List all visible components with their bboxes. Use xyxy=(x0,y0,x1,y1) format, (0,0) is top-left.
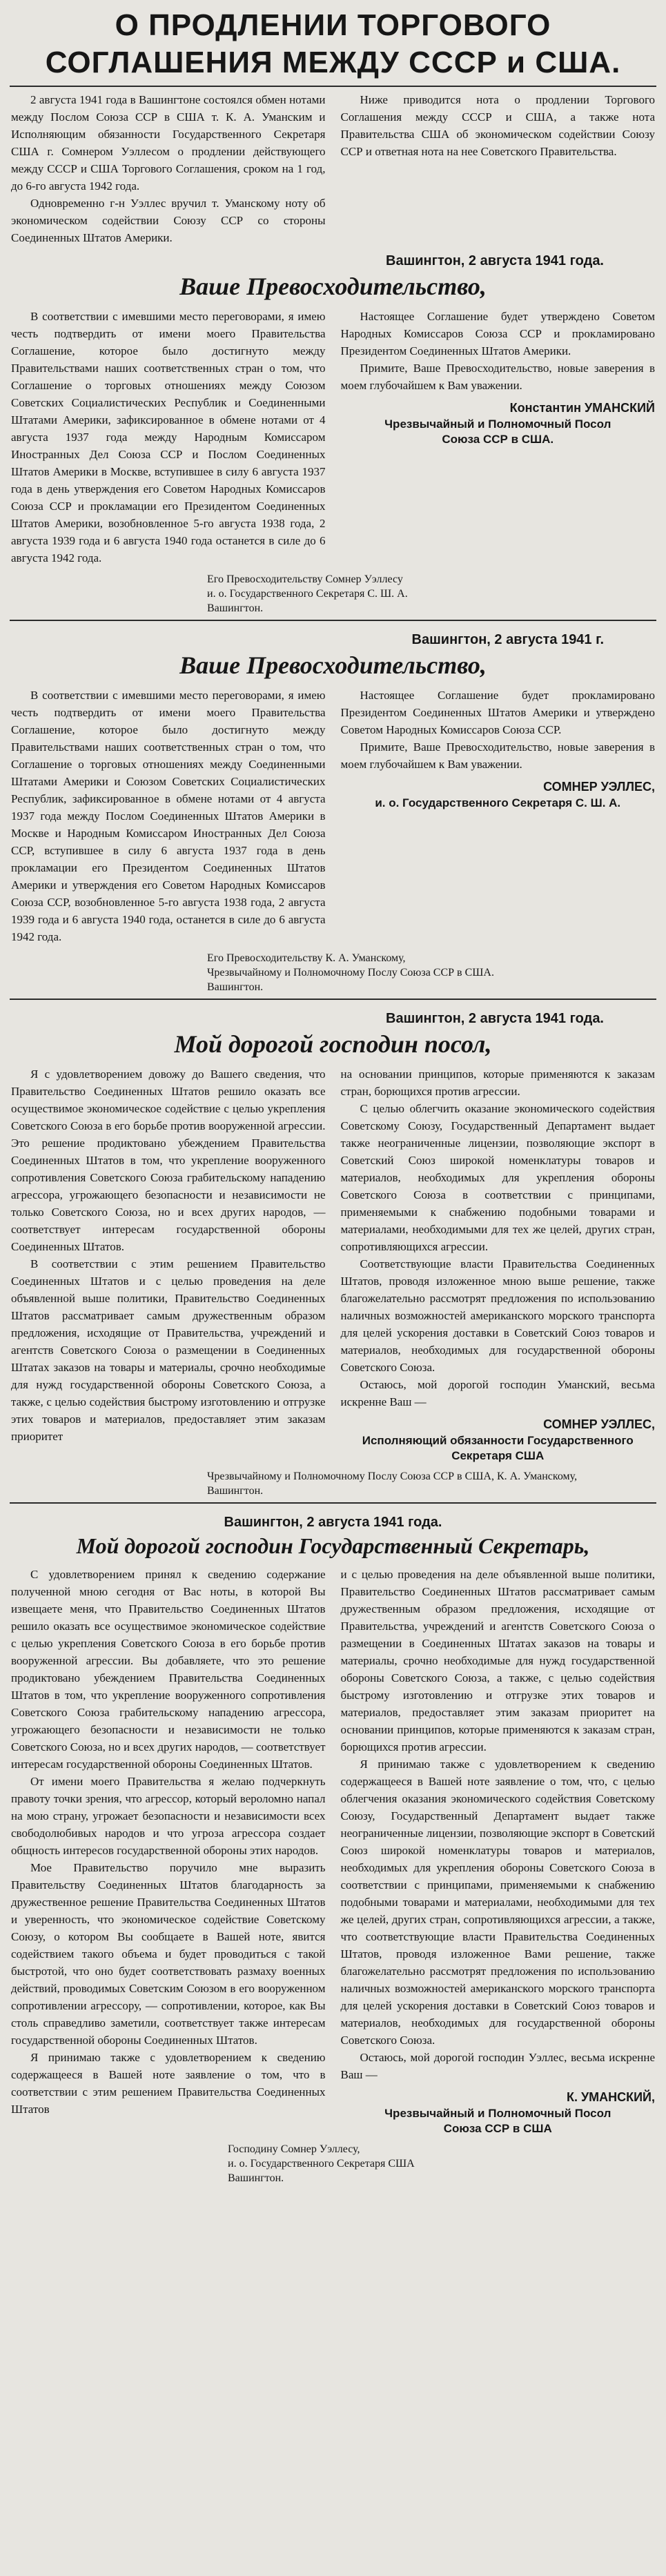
note-2-signature: СОМНЕР УЭЛЛЕС, xyxy=(543,780,655,794)
note-1-right-column xyxy=(341,308,656,567)
note-4-paragraph: С удовлетворением принял к сведению содержание полученной мною сегодня от Вас ноты, в которой Вы извещаете меня, что Правительство Соединенных Штатов решило оказать все осуществимое экономическое содействие с целью укрепления Советского Союза в его борьбе против вооруженной агрессии. Вы добавляете, что это решение продиктовано убеждением Правительства Соединенных Штатов в том, что укрепление вооруженного сопротивления Советского Союза грабительскому нападению агрессора, угрожающего безопасности и независимости не только Советского Союза, но и всех других народов, — соответствует интересам государственной обороны Соединенных Штатов. xyxy=(11,1568,326,1771)
addressee-line: Вашингтон. xyxy=(207,981,264,993)
note-1-left-column xyxy=(11,308,326,567)
note-1-addressee xyxy=(0,572,666,616)
addressee-line: Вашингтон. xyxy=(207,1485,264,1497)
addressee-line: и. о. Государственного Секретаря С. Ш. А. xyxy=(207,588,408,600)
note-1-signature: Константин УМАНСКИЙ xyxy=(509,401,655,415)
note-2-dateline: Вашингтон, 2 августа 1941 г. xyxy=(411,632,604,647)
headline-line-1: О ПРОДЛЕНИИ ТОРГОВОГО xyxy=(115,8,551,42)
note-4-left-column xyxy=(11,1566,326,2136)
note-3-dateline: Вашингтон, 2 августа 1941 года. xyxy=(386,1011,604,1026)
note-4-dateline: Вашингтон, 2 августа 1941 года. xyxy=(224,1515,442,1530)
note-4-signature-title: Союза ССР в США xyxy=(443,2122,552,2135)
note-3-paragraph: С целью облегчить оказание экономического содействия Советскому Союзу, Государственный Департамент выдает также неограниченные лицензии, позволяющие экспорт в Советский Союз широкой номенклатуры товаров и материалов, необходимых для укрепления обороны Советского Союза в соответствии с принципами, применяемыми к снабжению подобными товарами и материалами, необходимыми для тех же целей, других стран, сопротивляющихся агрессии. xyxy=(340,1102,655,1253)
addressee-line: Вашингтон. xyxy=(228,2172,284,2184)
note-1-signature-title: Чрезвычайный и Полномочный Посол xyxy=(384,417,611,431)
divider xyxy=(10,620,656,621)
divider xyxy=(10,1502,656,1504)
note-2-paragraph: Примите, Ваше Превосходительство, новые заверения в моем глубочайшем к Вам уважении. xyxy=(340,740,655,771)
note-4-paragraph: Я принимаю также с удовлетворением к сведению содержащееся в Вашей ноте заявление о том, что в соответствии с этим решением Правительства Соединенных Штатов xyxy=(11,2051,326,2116)
note-4-right-column xyxy=(341,1566,656,2136)
note-2 xyxy=(0,625,666,994)
note-3-signature-title: Исполняющий обязанности Государственного Секретаря США xyxy=(362,1434,634,1462)
note-3-paragraph: Соответствующие власти Правительства Соединенных Штатов, проводя изложенное мною выше решение, также благожелательно рассмотрят предложения по использованию наличных возможностей американского морского транспорта для целей ускорения доставки в Советский Союз товаров и материалов, необходимых для государственной обороны Советского Союза. xyxy=(340,1257,655,1374)
note-3-paragraph: на основании принципов, которые применяются к заказам стран, борющихся против агрессии. xyxy=(340,1068,655,1098)
note-4-paragraph: Мое Правительство поручило мне выразить Правительству Соединенных Штатов благодарность за дружественное решение Правительства Соединенных Штатов и уверенность, что экономическое содействие Советскому Союзу, о котором Вы сообщаете в Вашей ноте, явится содействием такого объема и будет проводиться с такой быстротой, что оно будет соответствовать размаху военных действий, проводимых Советским Союзом в его вооруженном сопротивлении агрессору, — сопротивлении, которое, как Вы столь справедливо заметили, соответствует также интересам государственной обороны Соединенных Штатов. xyxy=(11,1861,326,2047)
intro-paragraph: Ниже приводится нота о продлении Торгового Соглашения между СССР и США, а также нота Правительства США об экономическом содействии Союзу ССР и ответная нота на нее Советского Правительства. xyxy=(340,93,655,158)
note-4 xyxy=(0,1508,666,2185)
note-4-paragraph: Я принимаю также с удовлетворением к сведению содержащееся в Вашей ноте заявление о том, что, с целью облегчения оказания экономического содействия Советскому Союзу, Государственный Департамент выдает также неограниченные лицензии, позволяющие экспорт в Советский Союз широкой номенклатуры товаров и материалов, необходимых для укрепления обороны Советского Союза в соответствии с принципами, применяемыми к снабжению подобными товарами и материалами, необходимыми для тех же целей, других стран, сопротивляющихся агрессии, а также, что соответствующие власти Правительства Соединенных Штатов, проводя изложенное Вами решение, также благожелательно рассмотрят предложения по использованию наличных возможностей американского морского транспорта для целей ускорения доставки в Советский Союз товаров и материалов, необходимых для государственной обороны Советского Союза. xyxy=(340,1758,655,2047)
headline xyxy=(0,0,666,81)
intro-section xyxy=(0,91,666,246)
note-3-signature: СОМНЕР УЭЛЛЕС, xyxy=(543,1417,655,1431)
addressee-line: и. о. Государственного Секретаря США xyxy=(228,2158,415,2170)
note-1 xyxy=(0,246,666,616)
note-2-left-column xyxy=(11,687,326,945)
addressee-line: Чрезвычайному и Полномочному Послу Союза ССР в США, К. А. Уманскому, xyxy=(207,1471,578,1482)
divider xyxy=(10,86,656,87)
note-3-salutation: Мой дорогой господин посол, xyxy=(174,1030,492,1058)
note-3 xyxy=(0,1004,666,1498)
note-3-paragraph: Остаюсь, мой дорогой господин Уманский, весьма искренне Ваш — xyxy=(340,1378,655,1408)
note-2-paragraph: В соответствии с имевшими место переговорами, я имею честь подтвердить от имени моего Правительства Соглашение, которое было достигнуто между Правительствами наших соответственных стран о том, что Соглашение о торговых отношениях между Соединенными Штатами Америки и Союзом Советских Социалистических Республик, зафиксированное в обмене нотами от 4 августа 1937 года между Послом Соединенных Штатов Америки в Москве и Народным Комиссаром Иностранных Дел Союза ССР, вступившее в силу 6 августа 1937 года в день прокламации его Президентом Соединенных Штатов Америки и утверждения его Советом Народных Комиссаров Союза ССР, возобновленное 5-го августа 1938 года, 2 августа 1939 года и 6 августа 1940 года, останется в силе до 6 августа 1942 года. xyxy=(11,689,326,943)
divider xyxy=(10,999,656,1000)
addressee-line: Его Превосходительству К. А. Уманскому, xyxy=(207,952,406,964)
note-4-paragraph: От имени моего Правительства я желаю подчеркнуть правоту точки зрения, что агрессор, который вероломно напал на мою страну, угрожает безопасности и независимости всех свободолюбивых народов и что угроза агрессора создает общность интересов государственной обороны этих народов. xyxy=(11,1775,326,1857)
note-3-paragraph: Я с удовлетворением довожу до Вашего сведения, что Правительство Соединенных Штатов решило оказать все осуществимое экономическое содействие с целью укрепления Советского Союза в его борьбе против вооруженной агрессии. Это решение продиктовано убеждением Правительства Соединенных Штатов в том, что укрепление вооруженного сопротивления Советского Союза грабительскому нападению агрессора, угрожающего безопасности и независимости не только Советского Союза, но и всех других народов, — соответствует интересам государственной обороны Соединенных Штатов. xyxy=(11,1068,326,1253)
note-4-addressee xyxy=(0,2142,666,2185)
addressee-line: Вашингтон. xyxy=(207,602,264,614)
note-1-signature-title: Союза ССР в США. xyxy=(442,433,554,446)
note-2-salutation: Ваше Превосходительство, xyxy=(179,651,487,679)
note-4-signature: К. УМАНСКИЙ, xyxy=(566,2090,655,2104)
intro-right-column xyxy=(341,91,656,246)
note-1-paragraph: В соответствии с имевшими место переговорами, я имею честь подтвердить от имени моего Правительства Соглашение, которое было достигнуто между Правительствами наших соответственных стран о том, что Соглашение о торговых отношениях между Союзом Советских Социалистических Республик и Соединенными Штатами Америки, зафиксированное в обмене нотами от 4 августа 1937 года между Народным Комиссаром Иностранных Дел Союза ССР и Послом Соединенных Штатов Америки в Москве, вступившее в силу 6 августа 1937 года в день утверждения его Советом Народных Комиссаров Союза ССР и прокламации его Президентом Соединенных Штатов Америки, возобновленное 5-го августа 1938 года, 2 августа 1939 года и 6 августа 1940 года останется в силе до 6 августа 1942 года. xyxy=(11,310,326,564)
note-4-paragraph: Остаюсь, мой дорогой господин Уэллес, весьма искренне Ваш — xyxy=(340,2051,655,2081)
note-3-right-column xyxy=(341,1065,656,1464)
note-3-paragraph: В соответствии с этим решением Правительство Соединенных Штатов и с целью проведения на деле объявленной выше политики, Правительство Соединенных Штатов рассматривает самым дружественным образом предложения, исходящие от Правительства, учреждений и агентств Советского Союза о размещении в Соединенных Штатах заказов на товары и материалы, срочно необходимые для нужд государственной обороны Советского Союза, а также, с целью содействия быстрому изготовлению и отгрузке этих товаров и материалов, предоставляет этим заказам приоритет xyxy=(11,1257,326,1443)
note-3-left-column xyxy=(11,1065,326,1464)
note-3-addressee xyxy=(0,1469,666,1498)
intro-paragraph: 2 августа 1941 года в Вашингтоне состоялся обмен нотами между Послом Союза ССР в США т. К. А. Уманским и Исполняющим обязанности Государственного Секретаря США г. Сомнером Уэллесом о продлении действующего между СССР и США Торгового Соглашения, сроком на 1 год, до 6-го августа 1942 года. xyxy=(11,93,326,193)
addressee-line: Господину Сомнер Уэллесу, xyxy=(228,2143,360,2155)
note-1-dateline: Вашингтон, 2 августа 1941 года. xyxy=(386,253,604,268)
note-2-signature-title: и. о. Государственного Секретаря С. Ш. А. xyxy=(375,796,621,809)
note-1-paragraph: Примите, Ваше Превосходительство, новые заверения в моем глубочайшем к Вам уважении. xyxy=(340,362,655,392)
headline-line-2: СОГЛАШЕНИЯ МЕЖДУ СССР и США. xyxy=(45,46,621,79)
intro-left-column xyxy=(11,91,326,246)
addressee-line: Чрезвычайному и Полномочному Послу Союза ССР в США. xyxy=(207,967,494,979)
note-4-salutation: Мой дорогой господин Государственный Секретарь, xyxy=(76,1533,590,1558)
note-1-salutation: Ваше Превосходительство, xyxy=(179,273,487,300)
note-2-right-column xyxy=(341,687,656,945)
note-1-paragraph: Настоящее Соглашение будет утверждено Советом Народных Комиссаров Союза ССР и прокламировано Президентом Соединенных Штатов Америки. xyxy=(340,310,655,357)
addressee-line: Его Превосходительству Сомнер Уэллесу xyxy=(207,573,403,585)
note-4-paragraph: и с целью проведения на деле объявленной выше политики, Правительство Соединенных Штатов рассматривает самым дружественным образом предложения, исходящие от Правительства, учреждений и агентств Советского Союза о размещении в Соединенных Штатах заказов на товары и материалы, срочно необходимые для нужд государственной обороны Советского Союза, а также, с целью содействия быстрому изготовлению и отгрузке этих товаров и материалов, предоставляет этим заказам приоритет на основании принципов, которые применяются к заказам стран, борющихся против агрессии. xyxy=(340,1568,655,1753)
note-4-signature-title: Чрезвычайный и Полномочный Посол xyxy=(384,2107,611,2120)
note-2-addressee xyxy=(0,951,666,994)
note-2-paragraph: Настоящее Соглашение будет прокламировано Президентом Соединенных Штатов Америки и утверждено Советом Народных Комиссаров Союза ССР. xyxy=(340,689,655,736)
intro-paragraph: Одновременно г-н Уэллес вручил т. Уманскому ноту об экономическом содействии Союзу ССР со стороны Соединенных Штатов Америки. xyxy=(11,197,326,244)
